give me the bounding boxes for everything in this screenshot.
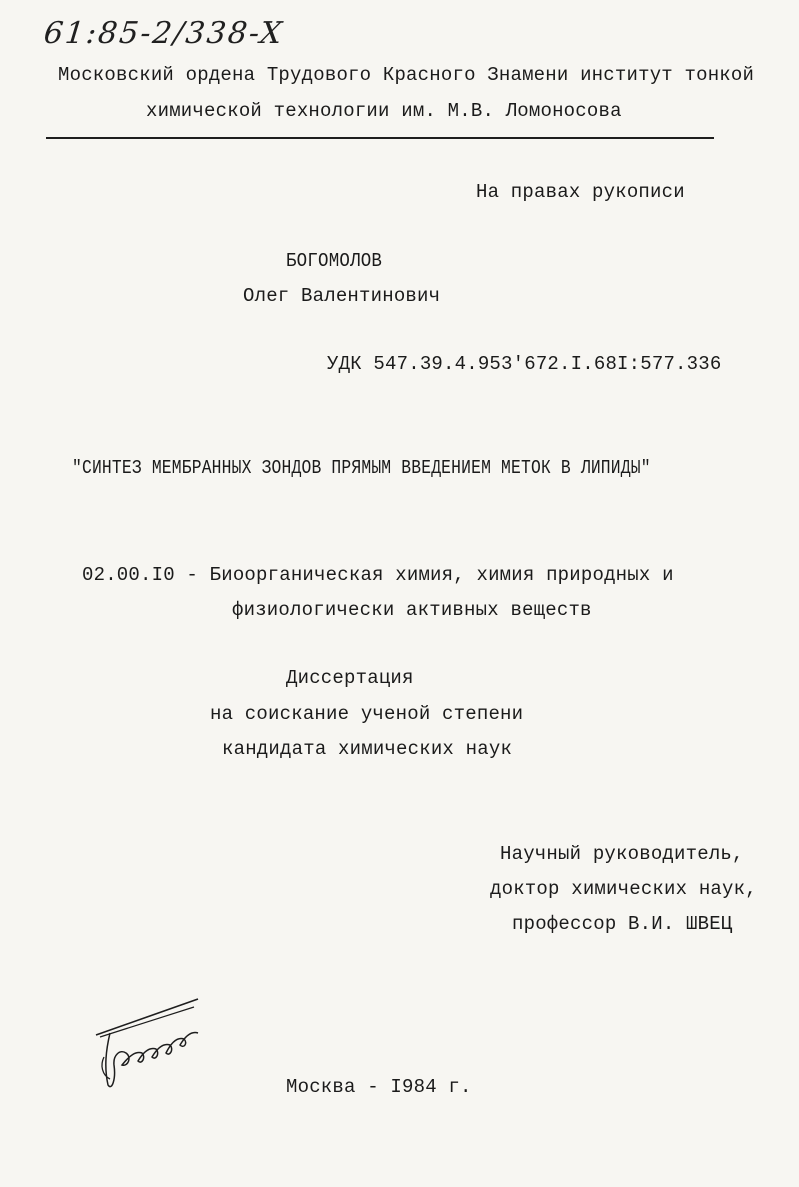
header-divider bbox=[46, 137, 714, 139]
author-given-names: Олег Валентинович bbox=[243, 285, 441, 307]
archive-code: 61:85-2/338-X bbox=[42, 16, 286, 51]
udc-code: УДК 547.39.4.953'672.I.68I:577.336 bbox=[327, 353, 722, 375]
author-surname: БОГОМОЛОВ bbox=[286, 250, 383, 272]
degree-line-3: кандидата химических наук bbox=[222, 738, 513, 760]
institution-line-1: Московский ордена Трудового Красного Знамени институт тонкой bbox=[58, 64, 755, 86]
supervisor-line-3: профессор В.И. ШВЕЦ bbox=[512, 913, 733, 935]
specialty-line-1: 02.00.I0 - Биоорганическая химия, химия природных и bbox=[82, 564, 674, 586]
place-and-year: Москва - I984 г. bbox=[286, 1076, 472, 1098]
manuscript-note: На правах рукописи bbox=[476, 181, 685, 203]
specialty-line-2: физиологически активных веществ bbox=[232, 599, 592, 621]
institution-line-2: химической технологии им. М.В. Ломоносова bbox=[146, 100, 622, 122]
dissertation-title: "СИНТЕЗ МЕМБРАННЫХ ЗОНДОВ ПРЯМЫМ ВВЕДЕНИЕМ МЕТОК В ЛИПИДЫ" bbox=[72, 457, 651, 479]
supervisor-line-1: Научный руководитель, bbox=[500, 843, 744, 865]
supervisor-line-2: доктор химических наук, bbox=[490, 878, 757, 900]
degree-line-2: на соискание ученой степени bbox=[210, 703, 524, 725]
handwritten-signature bbox=[86, 995, 206, 1095]
degree-line-1: Диссертация bbox=[286, 667, 414, 689]
